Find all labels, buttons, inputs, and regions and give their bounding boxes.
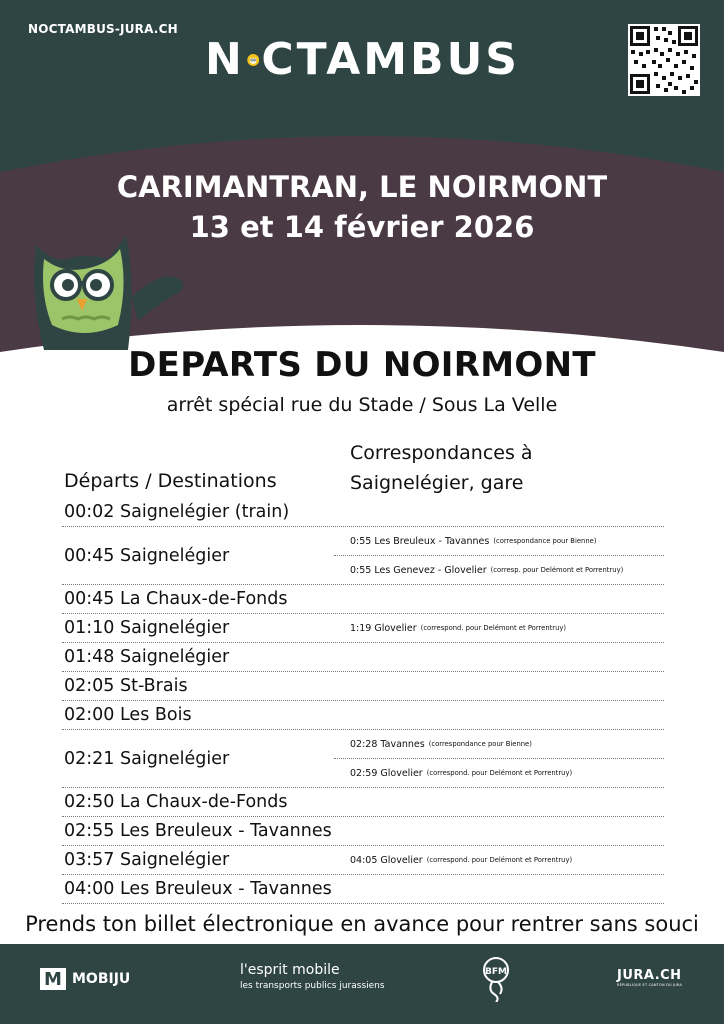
table-row <box>62 788 664 817</box>
table-row <box>62 701 664 730</box>
table-row <box>62 730 664 788</box>
jura-logo[interactable] <box>617 968 682 987</box>
noctambus-logo <box>205 34 520 86</box>
esprit-mobile-subtitle: les transports publics jurassiens <box>240 981 385 991</box>
departure-cell: 00:45 Saignelégier <box>64 545 230 566</box>
table-row <box>62 846 664 875</box>
correspondence-note: (correspondance pour Bienne) <box>428 740 532 748</box>
bfm-logo-icon[interactable] <box>478 956 514 1002</box>
correspondence-item <box>350 614 664 642</box>
table-row <box>62 672 664 701</box>
table-row <box>62 643 664 672</box>
departure-cell: 04:00 Les Breuleux - Tavannes <box>64 879 332 899</box>
jura-label: JURA.CH <box>617 968 682 983</box>
correspondence-item <box>334 758 664 787</box>
correspondence-note: (corresp. pour Delémont et Porrentruy) <box>490 566 624 574</box>
correspondence-text: 1:19 Glovelier <box>350 622 417 634</box>
column-header-correspondences-line1: Correspondances à <box>350 442 533 464</box>
page-title: DEPARTS DU NOIRMONT <box>128 345 596 385</box>
website-url[interactable]: NOCTAMBUS-JURA.CH <box>28 22 178 36</box>
esprit-mobile-title: l'esprit mobile <box>240 962 340 978</box>
table-row <box>62 498 664 527</box>
correspondence-text: 02:59 Glovelier <box>350 767 423 779</box>
departure-cell: 00:45 La Chaux-de-Fonds <box>64 589 288 609</box>
departure-cell: 02:21 Saignelégier <box>64 748 230 769</box>
correspondence-text: 02:28 Tavannes <box>350 738 425 750</box>
svg-text:BFM: BFM <box>485 967 507 977</box>
event-dates: 13 et 14 février 2026 <box>189 210 535 244</box>
correspondence-cell <box>350 614 664 642</box>
table-row <box>62 614 664 643</box>
qr-code-icon[interactable] <box>628 24 700 96</box>
table-row <box>62 527 664 585</box>
jura-sublabel: RÉPUBLIQUE ET CANTON DU JURA <box>617 983 683 987</box>
correspondence-text: 0:55 Les Breuleux - Tavannes <box>350 535 490 547</box>
mobiju-label: MOBIJU <box>72 971 131 987</box>
esprit-mobile-logo[interactable] <box>240 962 385 991</box>
correspondence-cell <box>350 527 664 584</box>
correspondence-note: (correspondance pour Bienne) <box>493 537 597 545</box>
logo-letter-n: N <box>205 34 245 85</box>
mobiju-logo[interactable] <box>40 968 130 990</box>
departure-cell: 03:57 Saignelégier <box>64 850 230 870</box>
correspondence-item <box>350 527 664 555</box>
departure-cell: 02:55 Les Breuleux - Tavannes <box>64 821 332 841</box>
departure-cell: 02:05 St-Brais <box>64 676 188 696</box>
correspondence-note: (correspond. pour Delémont et Porrentruy) <box>426 856 573 864</box>
correspondence-note: (correspond. pour Delémont et Porrentruy) <box>426 769 573 777</box>
departure-cell: 02:50 La Chaux-de-Fonds <box>64 792 288 812</box>
promo-text: Prends ton billet électronique en avance pour rentrer sans souci <box>25 912 699 936</box>
logo-text: CTAMBUS <box>261 34 520 85</box>
correspondence-cell <box>350 846 664 874</box>
table-row <box>62 875 664 904</box>
departure-cell: 01:48 Saignelégier <box>64 647 230 667</box>
correspondence-text: 0:55 Les Genevez - Glovelier <box>350 564 487 576</box>
correspondence-item <box>350 730 664 758</box>
event-title: CARIMANTRAN, LE NOIRMONT <box>116 170 608 204</box>
correspondence-note: (correspond. pour Delémont et Porrentruy) <box>420 624 567 632</box>
departures-table <box>62 498 664 904</box>
table-row <box>62 817 664 846</box>
column-header-correspondences <box>350 438 533 498</box>
page-subtitle: arrêt spécial rue du Stade / Sous La Velle <box>166 394 558 416</box>
correspondence-text: 04:05 Glovelier <box>350 854 423 866</box>
departure-cell: 02:00 Les Bois <box>64 705 192 725</box>
departure-cell: 00:02 Saignelégier (train) <box>64 502 290 522</box>
table-row <box>62 585 664 614</box>
correspondence-cell <box>350 730 664 787</box>
column-header-correspondences-line2: Saignelégier, gare <box>350 472 524 494</box>
departure-cell: 01:10 Saignelégier <box>64 618 230 638</box>
correspondence-item <box>334 555 664 584</box>
owl-logo-icon <box>247 39 259 81</box>
owl-mascot-icon <box>14 215 194 350</box>
correspondence-item <box>350 846 664 874</box>
column-header-departures: Départs / Destinations <box>64 470 277 492</box>
mobiju-m-icon: M <box>40 968 66 990</box>
